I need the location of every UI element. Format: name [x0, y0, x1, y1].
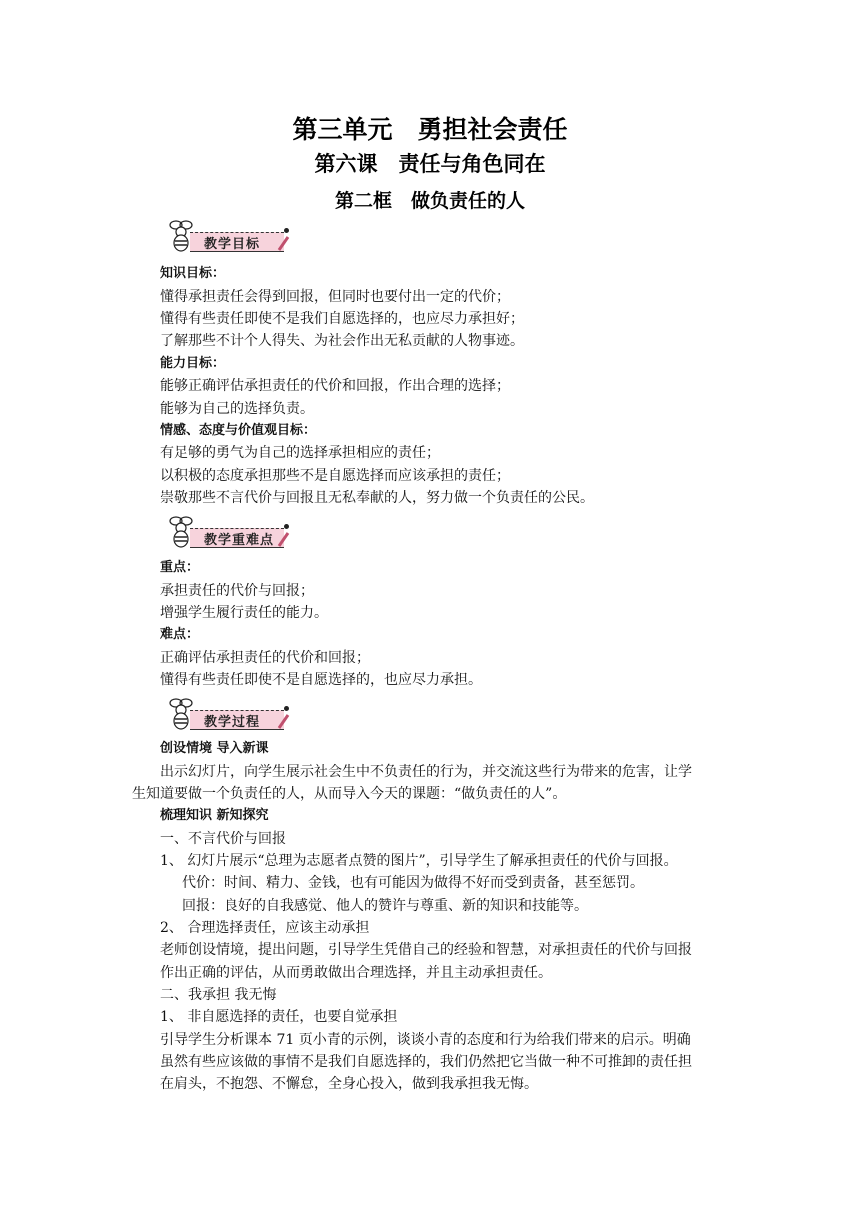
intro-heading: 创设情境 导入新课 — [160, 741, 269, 756]
paragraph-line: 老师创设情境，提出问题，引导学生凭借自己的经验和智慧，对承担责任的代价与回报 — [160, 942, 692, 958]
intro-paragraph-line: 生知道要做一个负责任的人，从而导入今天的课题：“做负责任的人”。 — [132, 786, 567, 802]
paragraph-line: 作出正确的评估，从而勇敢做出合理选择，并且主动承担责任。 — [160, 965, 552, 981]
ability-item: 能够为自己的选择负责。 — [160, 401, 314, 417]
unit-title: 第三单元 勇担社会责任 — [292, 115, 568, 144]
list-item: 1、 非自愿选择的责任，也要自觉承担 — [160, 1009, 398, 1025]
list-item: 1、 幻灯片展示“总理为志愿者点赞的图片”，引导学生了解承担责任的代价与回报。 — [160, 853, 678, 869]
pencil-icon — [276, 236, 290, 252]
paragraph-line: 虽然有些应该做的事情不是我们自愿选择的，我们仍然把它当做一种不可推卸的责任担 — [160, 1054, 692, 1070]
emotion-item: 有足够的勇气为自己的选择承担相应的责任； — [160, 445, 440, 461]
emotion-heading: 情感、态度与价值观目标： — [160, 423, 317, 438]
emotion-item: 以积极的态度承担那些不是自愿选择而应该承担的责任； — [160, 468, 510, 484]
intro-paragraph-line: 出示幻灯片，向学生展示社会生中不负责任的行为，并交流这些行为带来的危害，让学 — [160, 764, 692, 780]
key-points-banner-label: 教学重难点 — [204, 533, 275, 548]
list-item: 2、 合理选择责任，应该主动承担 — [160, 920, 370, 936]
list-item-detail: 回报：良好的自我感觉、他人的赞许与尊重、新的知识和技能等。 — [182, 898, 588, 914]
key-points-banner — [160, 514, 290, 550]
pencil-icon — [276, 532, 290, 548]
list-item-detail: 代价：时间、精力、金钱，也有可能因为做得不好而受到责备，甚至惩罚。 — [182, 875, 644, 891]
emotion-item: 崇敬那些不言代价与回报且无私奉献的人，努力做一个负责任的公民。 — [160, 490, 594, 506]
pencil-icon — [276, 714, 290, 730]
objectives-banner — [160, 218, 290, 254]
section-heading: 二、我承担 我无悔 — [160, 987, 277, 1003]
ability-heading: 能力目标： — [160, 356, 226, 371]
objectives-banner-label: 教学目标 — [204, 237, 261, 252]
lesson-title: 第六课 责任与角色同在 — [314, 152, 546, 176]
knowledge-item: 懂得承担责任会得到回报，但同时也要付出一定的代价； — [160, 289, 510, 305]
key-heading: 重点： — [160, 560, 200, 575]
ability-item: 能够正确评估承担责任的代价和回报，作出合理的选择； — [160, 378, 510, 394]
knowledge-item: 懂得有些责任即使不是我们自愿选择的，也应尽力承担好； — [160, 311, 524, 327]
knowledge-heading: 知识目标： — [160, 266, 226, 281]
process-banner — [160, 696, 290, 732]
difficult-item: 懂得有些责任即使不是自愿选择的，也应尽力承担。 — [160, 672, 482, 688]
process-banner-label: 教学过程 — [204, 715, 261, 730]
explore-heading: 梳理知识 新知探究 — [160, 808, 269, 823]
knowledge-item: 了解那些不计个人得失、为社会作出无私贡献的人物事迹。 — [160, 333, 524, 349]
difficult-heading: 难点： — [160, 627, 200, 642]
frame-title: 第二框 做负责任的人 — [334, 190, 525, 212]
difficult-item: 正确评估承担责任的代价和回报； — [160, 650, 370, 666]
section-heading: 一、不言代价与回报 — [160, 831, 286, 847]
key-item: 增强学生履行责任的能力。 — [160, 605, 328, 621]
key-item: 承担责任的代价与回报； — [160, 583, 314, 599]
paragraph-line: 在肩头，不抱怨、不懈怠，全身心投入，做到我承担我无悔。 — [160, 1076, 538, 1092]
paragraph-line: 引导学生分析课本 71 页小青的示例，谈谈小青的态度和行为给我们带来的启示。明确 — [160, 1032, 691, 1048]
